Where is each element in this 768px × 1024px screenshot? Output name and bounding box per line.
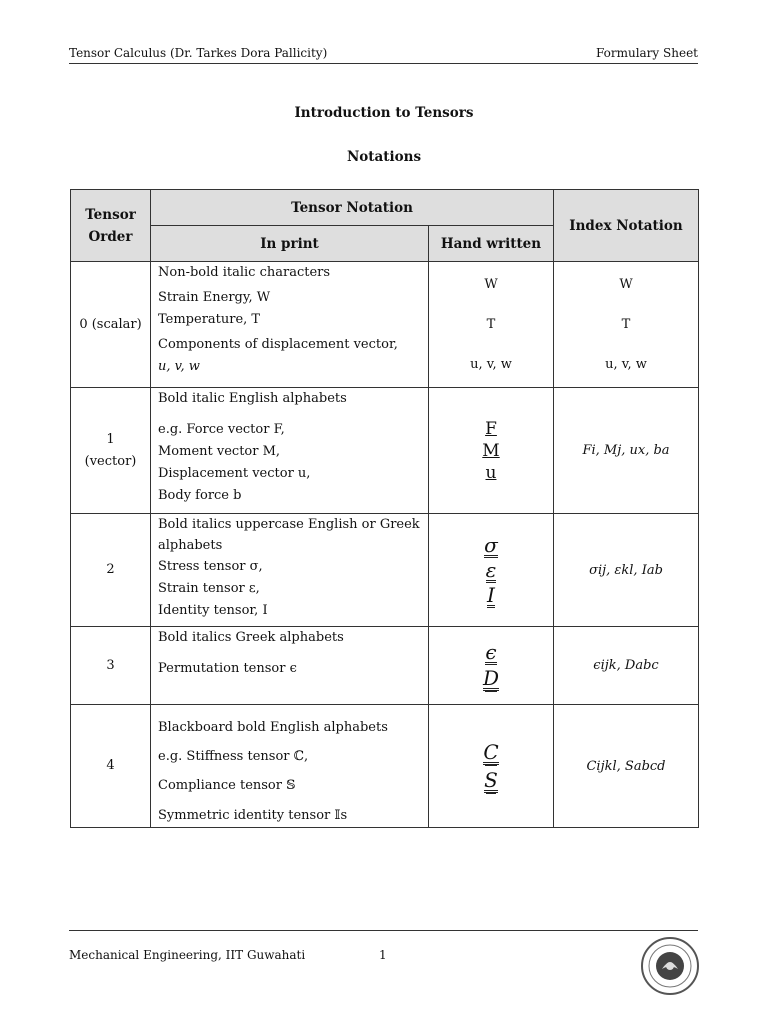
index-cell [554,262,699,388]
header-sheet-type: Formulary Sheet [595,46,698,60]
index-item: W [619,276,633,292]
table-row [71,514,699,627]
table-row [71,627,699,705]
order-cell: 3 [71,627,151,705]
print-cell [151,514,429,627]
handwritten-item: C [483,740,499,764]
institute-seal-icon [640,936,700,996]
print-cell [151,705,429,828]
print-line: Moment vector M, [158,444,281,459]
print-line: Displacement vector u, [158,466,311,481]
col-in-print: In print [151,226,429,262]
handwritten-item: ϵ [485,640,497,664]
print-line: Bold italics uppercase English or Greek alphabets [158,517,420,553]
handwritten-item: D [482,666,500,690]
section-title: Notations [346,149,422,165]
print-line: Identity tensor, I [158,603,268,618]
handwritten-item: I [487,582,495,607]
index-cell: ϵijk, Dabc [554,627,699,705]
print-line: Bold italics Greek alphabets [158,630,344,645]
print-line: Stress tensor σ, [158,559,263,574]
handwritten-cell [429,705,554,828]
print-line: Blackboard bold English alphabets [158,720,388,735]
handwritten-item: M [482,440,500,461]
table-row [71,705,699,828]
order-cell: 1 (vector) [71,388,151,514]
handwritten-item: F [485,418,497,439]
footer-department: Mechanical Engineering, IIT Guwahati [69,948,306,962]
col-tensor-notation: Tensor Notation [151,190,554,226]
notation-table [70,189,699,828]
print-line: e.g. Force vector F, [158,422,285,437]
print-line: Temperature, T [158,312,261,327]
order-cell: 4 [71,705,151,828]
print-line [158,287,428,309]
print-line: u, v, w [158,359,200,374]
handwritten-cell [429,514,554,627]
print-line: Compliance tensor 𝕊 [158,778,296,793]
col-index-notation: Index Notation [554,190,699,262]
handwritten-item: W [484,276,498,292]
handwritten-item: u [485,462,497,483]
page-header [69,46,698,64]
index-cell: σij, εkl, Iab [554,514,699,627]
col-tensor-order: Tensor Order [71,190,151,262]
handwritten-cell [429,388,554,514]
print-line: e.g. Stiffness tensor ℂ, [158,749,309,764]
handwritten-cell [429,627,554,705]
print-line: Non-bold italic characters [158,265,331,280]
print-line: Permutation tensor ϵ [158,661,297,676]
order-cell: 2 [71,514,151,627]
page-footer [69,930,698,962]
handwritten-item: u, v, w [470,356,512,372]
print-text: Strain Energy, W [158,290,271,305]
table-row [71,262,699,388]
col-hand-written: Hand written [429,226,554,262]
handwritten-item: S [484,768,498,792]
print-cell [151,388,429,514]
handwritten-item: T [486,316,496,332]
index-cell: Cijkl, Sabcd [554,705,699,828]
print-line: Strain tensor ε, [158,581,260,596]
index-cell: Fi, Mj, ux, ba [554,388,699,514]
handwritten-item: σ [484,532,498,557]
print-line: Components of displacement vector, [158,337,398,352]
order-cell: 0 (scalar) [71,262,151,388]
handwritten-item: ε [485,557,497,582]
print-cell [151,262,429,388]
print-line: Symmetric identity tensor 𝕀s [158,808,348,823]
print-line: Bold italic English alphabets [158,391,347,406]
table-row [71,388,699,514]
index-item: u, v, w [605,356,647,372]
print-line: Body force b [158,488,242,503]
index-item: T [621,316,631,332]
header-course: Tensor Calculus (Dr. Tarkes Dora Pallicity) [69,46,328,60]
print-cell [151,627,429,705]
page-number: 1 [379,948,387,962]
document-title: Introduction to Tensors [294,105,474,121]
handwritten-cell [429,262,554,388]
